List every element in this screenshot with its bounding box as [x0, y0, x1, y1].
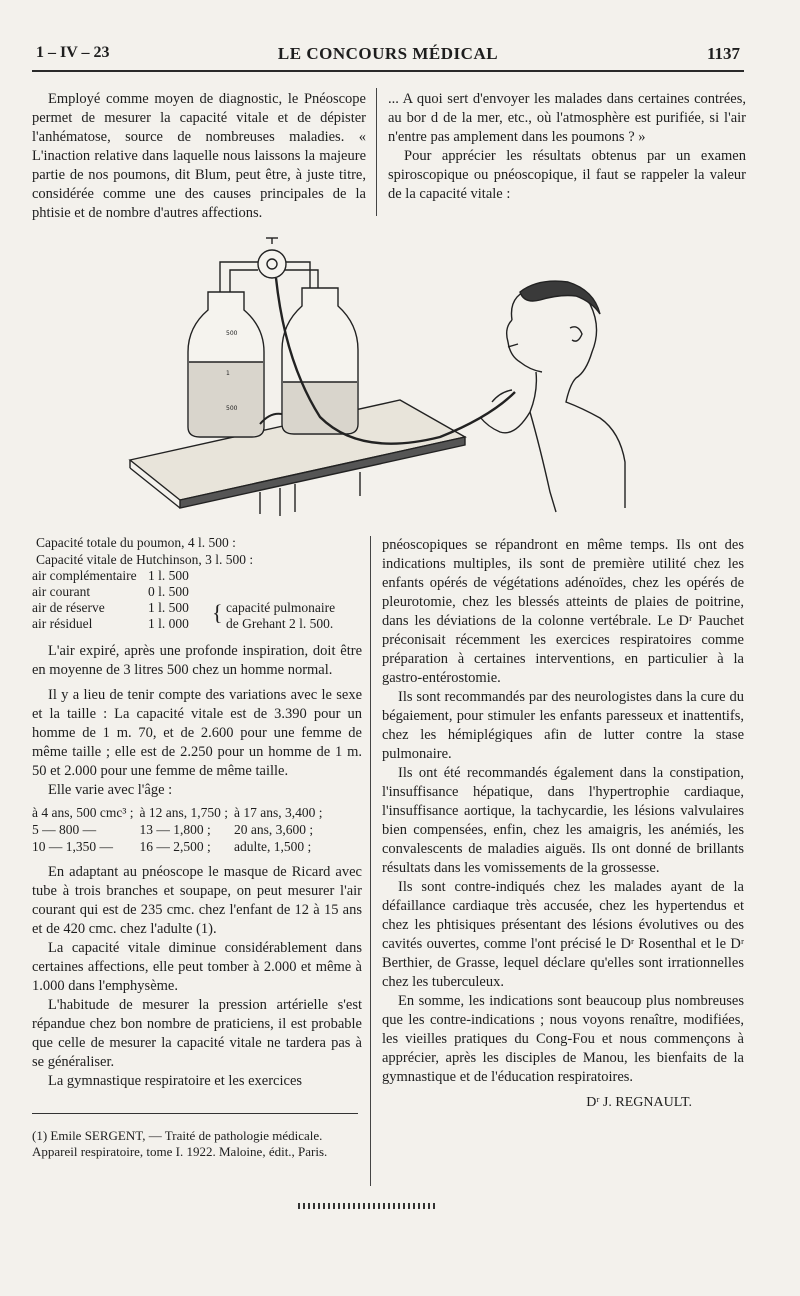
bottom-right-column [382, 536, 744, 1112]
issue-date: 1 – IV – 23 [36, 44, 110, 61]
pneoscope-illustration [120, 232, 640, 522]
column-divider-bottom [370, 536, 371, 1186]
table-row: à 4 ans, 500 cmc³ ; à 12 ans, 1,750 ; à 17 ans, 3,400 ; [32, 805, 323, 820]
top-left-column [32, 90, 366, 223]
bottle-scale-label-500-top: 500 [226, 330, 238, 337]
page-header [32, 42, 744, 68]
table-row: air résiduel 1 l. 000 [32, 616, 189, 631]
bottom-left-column [32, 534, 362, 1091]
top-right-paragraph-1: ... A quoi sert d'envoyer les malades dans certaines contrées, au bor d de la mer, etc., où l'atmosphère est purifiée, si l'air n'entre pas amplement dans les poumons ? » [388, 91, 746, 145]
age-table [32, 804, 329, 855]
paragraph: En somme, les indications sont beaucoup plus nombreuses que les contre-indications ; nous voyons renaître, modifiées, les vieilles pratiques du Cong-Fou et nous commençons à apprécier, après les disciples de Manou, les bienfaits de la gymnastique et de l'éducation respiratoires. [382, 993, 744, 1085]
footnote-rule [32, 1113, 358, 1114]
journal-title: LE CONCOURS MÉDICAL [277, 44, 499, 63]
top-left-paragraph: Employé comme moyen de diagnostic, le Pnéoscope permet de mesurer la capacité vitale et de dépister l'anhématose, source de nombreuses maladies. « L'inaction relative dans laquelle nous laissons la majeure partie de nos poumons, dit Blum, peut être, à juste titre, considérée comme une des causes principales de la phtisie et de nombre d'autres affections. [32, 91, 366, 221]
paragraph: La gymnastique respiratoire et les exercices [48, 1073, 303, 1089]
capacity-vital: Capacité vitale de Hutchinson, 3 l. 500 : [36, 552, 254, 567]
brace-note: capacité pulmonaire de Grehant 2 l. 500. [226, 600, 336, 631]
table-row: air courant 0 l. 500 [32, 584, 189, 599]
column-divider-top [376, 88, 377, 216]
paragraph: Il y a lieu de tenir compte des variations avec le sexe et la taille : La capacité vitale est de 3.390 pour un homme de 1 m. 70, et de 2.600 pour une femme de même taille ; elle est de 2.250 pour un homme de 1 m. 50 et 2.000 pour une femme de même taille. [32, 687, 362, 779]
footnote: (1) Emile SERGENT, — Traité de pathologie médicale. Appareil respiratoire, tome I. 1922. Maloine, édit., Paris. [32, 1128, 328, 1159]
table-row: air complémentaire 1 l. 500 [32, 568, 189, 583]
air-volume-table [32, 568, 193, 632]
paragraph: En adaptant au pnéoscope le masque de Ricard avec tube à trois branches et soupape, on peut mesurer l'air courant qui est de 235 cmc. chez l'enfant de 12 à 15 ans et de 420 cmc. chez l'adulte (1). [32, 864, 362, 937]
page-number: 1137 [706, 44, 740, 63]
top-right-paragraph-2: Pour apprécier les résultats obtenus par un examen spiroscopique ou pnéoscopique, il faut se rappeler la valeur de la capacité vitale : [388, 148, 746, 202]
paragraph: La capacité vitale diminue considérablement dans certaines affections, elle peut tomber à 2.000 et même à 1.000 dans l'emphysème. [32, 940, 362, 994]
author-signature: Dʳ J. REGNAULT. [586, 1095, 692, 1110]
top-right-column [388, 90, 746, 204]
air-volumes [32, 568, 362, 632]
paragraph: Ils sont recommandés par des neurologistes dans la cure du bégaiement, pour stimuler les enfants paresseux et inattentifs, chez les hémiplégiques afin de lutter contre la stase pulmonaire. [382, 689, 744, 762]
paragraph: L'air expiré, après une profonde inspiration, doit être en moyenne de 3 litres 500 chez un homme normal. [32, 643, 362, 678]
bottle-scale-label-1: 1 [226, 370, 230, 377]
paragraph: pnéoscopiques se répandront en même temps. Ils ont des indications multiples, ils sont de première utilité chez les enfants opérés de végétations adénoïdes, chez les opérés de pleurotomie, chez les blessés atteints de plaies de poitrine, dans les déviations de la colonne vertébrale. Le Dʳ Pauchet préconisait récemment les exercices respiratoires comme préparation à certaines interventions, en particulier à la gastro-entérostomie. [382, 537, 744, 686]
paragraph: Ils sont contre-indiqués chez les malades ayant de la défaillance cardiaque très accusée, chez les hypertendus et chez les phtisiques présentant des lésions évolutives ou des cavités ouvertes, comme l'ont précisé le Dʳ Rosenthal et le Dʳ Berthier, de Grasse, lequel déclare qu'elles sont irrationnelles chez les tuberculeux. [382, 879, 744, 990]
paragraph: Elle varie avec l'âge : [48, 782, 173, 798]
table-row: air de réserve 1 l. 500 [32, 600, 189, 615]
table-row: 5 — 800 — 13 — 1,800 ; 20 ans, 3,600 ; [32, 822, 314, 837]
bottle-scale-label-500-bottom: 500 [226, 405, 238, 412]
capacity-total: Capacité totale du poumon, 4 l. 500 : [36, 535, 236, 550]
end-ornament [298, 1203, 436, 1209]
paragraph: Ils ont été recommandés également dans la constipation, l'insuffisance hépatique, dans l'hypertrophie cardiaque, l'insuffisance aortique, la tachycardie, les lésions valvulaires bien compensées, enfin, chez les amaigris, les anémiés, les convalescents de maladies aiguës. Ils ont donné de brillants résultats dans les vomissements de la grossesse. [382, 765, 744, 876]
paragraph: L'habitude de mesurer la pression artérielle s'est répandue chez bon nombre de praticiens, il est probable que celle de mesurer la capacité vitale ne tardera pas à se généraliser. [32, 997, 362, 1070]
table-row: 10 — 1,350 — 16 — 2,500 ; adulte, 1,500 ; [32, 839, 312, 854]
header-rule [32, 70, 744, 72]
brace: { [212, 600, 223, 625]
